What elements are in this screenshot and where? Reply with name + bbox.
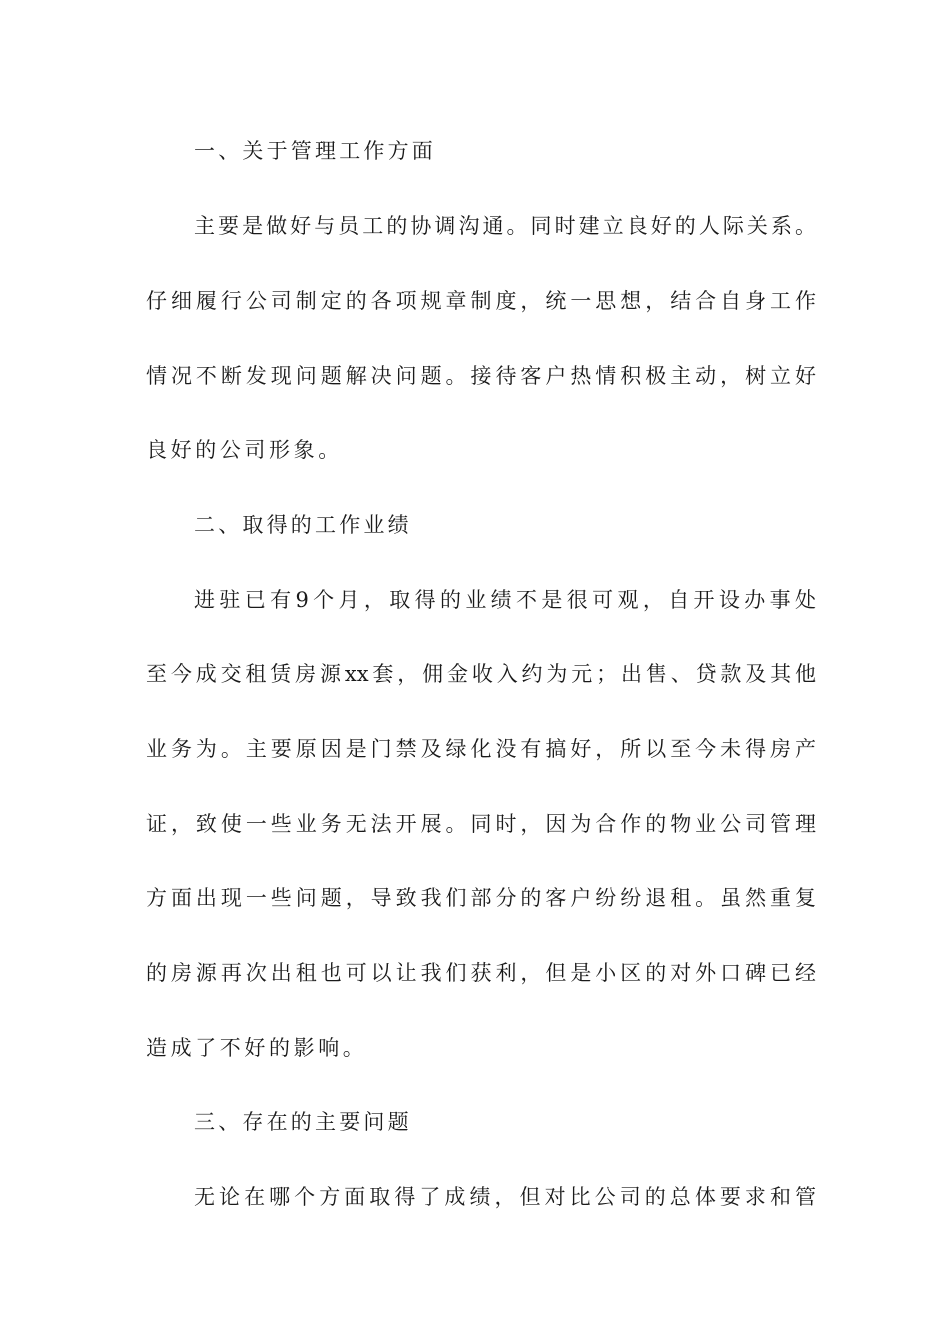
section-heading-1: 一、关于管理工作方面 [194, 139, 436, 163]
paragraph-line: 情况不断发现问题解决问题。接待客户热情积极主动，树立好 [146, 364, 816, 388]
paragraph-line: 无论在哪个方面取得了成绩，但对比公司的总体要求和管 [194, 1185, 816, 1209]
paragraph-line: 良好的公司形象。 [146, 438, 343, 462]
paragraph-line: 证，致使一些业务无法开展。同时，因为合作的物业公司管理 [146, 812, 816, 836]
section-heading-2: 二、取得的工作业绩 [194, 513, 412, 537]
paragraph-line: 主要是做好与员工的协调沟通。同时建立良好的人际关系。 [194, 214, 816, 238]
section-heading-3: 三、存在的主要问题 [194, 1110, 412, 1134]
paragraph-line: 业务为。主要原因是门禁及绿化没有搞好，所以至今未得房产 [146, 737, 816, 761]
paragraph-line: 至今成交租赁房源xx套，佣金收入约为元；出售、贷款及其他 [146, 662, 816, 686]
paragraph-line: 方面出现一些问题，导致我们部分的客户纷纷退租。虽然重复 [146, 886, 816, 910]
paragraph-line: 仔细履行公司制定的各项规章制度，统一思想，结合自身工作 [146, 289, 816, 313]
paragraph-line: 进驻已有9个月，取得的业绩不是很可观，自开设办事处 [194, 588, 816, 612]
paragraph-line: 的房源再次出租也可以让我们获利，但是小区的对外口碑已经 [146, 961, 816, 985]
paragraph-line: 造成了不好的影响。 [146, 1036, 368, 1060]
